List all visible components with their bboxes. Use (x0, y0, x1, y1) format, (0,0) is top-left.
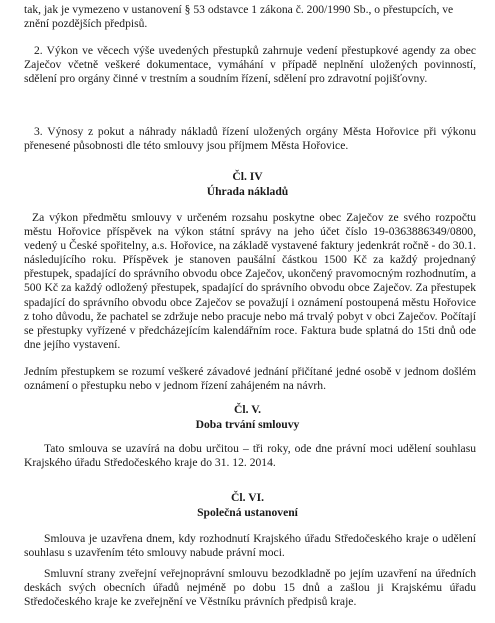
section-4-paragraph-2: Jedním přestupkem se rozumí veškeré závadové jednání přičítané jedné osobě v jednom došlém oznámení o přestupku nebo v jednom řízení zahájeném na návrh. (24, 365, 476, 393)
section-6-paragraph-1: Smlouva je uzavřena dnem, kdy rozhodnutí Krajského úřadu Středočeského kraje o udělení souhlasu s uzavřením této smlouvy nabude právní moci. (24, 532, 476, 560)
section-6-title: Společná ustanovení (197, 506, 298, 519)
section-6-paragraph-2: Smluvní strany zveřejní veřejnoprávní smlouvu bezodkladně po jejím uzavření na úředních deskách svých obecních úřadů nejméně po dobu 15 dnů a zašlou ji Krajskému úřadu Středočeského kraje ke zveřejnění ve Věstníku právních předpisů kraje. (24, 567, 476, 609)
section-4-number: Čl. IV (232, 170, 263, 183)
section-4-paragraph-1: Za výkon předmětu smlouvy v určeném rozsahu poskytne obec Zaječov ze svého rozpočtu městu Hořovice příspěvek na výkon státní správy na jeho účet číslo 19-0363886349/0800, vedený u České spořitelny, a.s. Hořovice, na základě vystavené faktury jedenkrát ročně - do 30.1. následujícího roku. Příspěvek je stanoven paušální částkou 1500 Kč za každý projednaný přestupek, spadající do správního obvodu obce Zaječov, ukončený pravomocným rozhodnutím, a 500 Kč za každý odložený přestupek, spadající do správního obvodu obce Zaječov. Za přestupek spadající do správního obvodu obce Zaječov se považují i oznámení postoupená městu Hořovice z toho důvodu, že pachatel se zdržuje nebo pracuje nebo má trvalý pobyt v obci Zaječov. Počítají se přestupky vyřízené v předcházejícím kalendářním roce. Faktura bude splatná do 15ti dnů ode dne jejího vystavení. (24, 211, 476, 351)
section-6-number: Čl. VI. (231, 491, 264, 504)
section-5-number: Čl. V. (234, 403, 261, 416)
paragraph-item-3: 3. Výnosy z pokut a náhrady nákladů řízení uložených orgány Města Hořovice při výkonu přenesené působnosti dle této smlouvy jsou příjmem Města Hořovice. (24, 125, 476, 153)
intro-line-1: tak, jak je vymezeno v ustanovení § 53 odstavce 1 zákona č. 200/1990 Sb., o přestupcích, ve (24, 3, 454, 16)
section-5-title: Doba trvání smlouvy (195, 418, 300, 431)
intro-line-2: znění pozdějších předpisů. (24, 17, 148, 30)
section-5-paragraph-1: Tato smlouva se uzavírá na dobu určitou – tři roky, ode dne právní moci udělení souhlasu Krajského úřadu Středočeského kraje do 31. 12. 2014. (24, 442, 476, 470)
section-4-title: Úhrada nákladů (206, 185, 289, 198)
paragraph-item-2: 2. Výkon ve věcech výše uvedených přestupků zahrnuje vedení přestupkové agendy za obec Zaječov včetně veškeré dokumentace, vymáhání v případě neplnění uložených povinností, sdělení pro orgány činné v trestním a soudním řízení, sdělení pro zdravotní pojišťovny. (24, 44, 476, 86)
